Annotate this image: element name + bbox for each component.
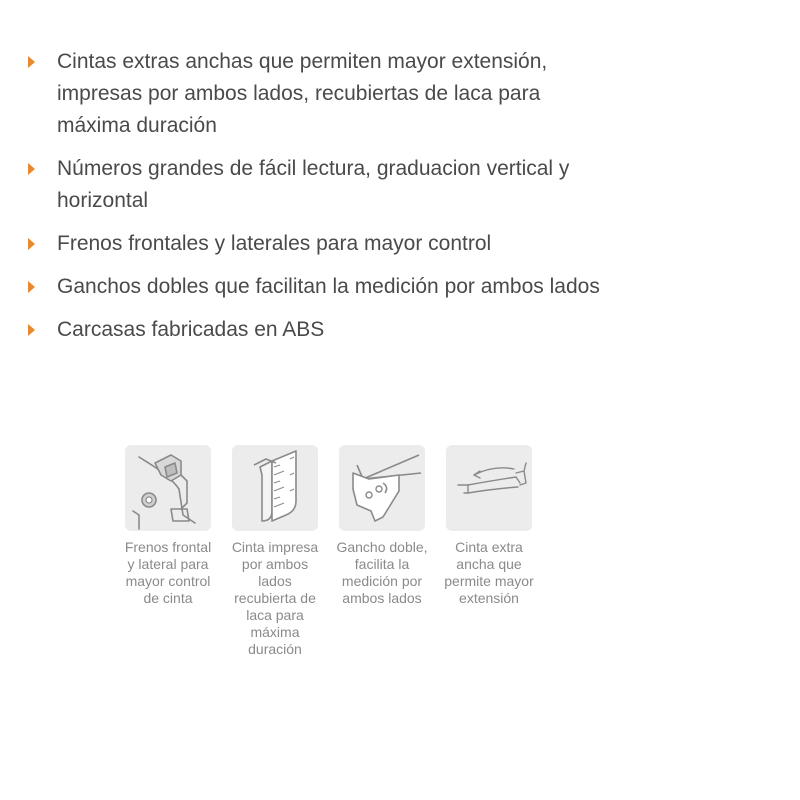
feature-item — [28, 228, 608, 260]
icon-caption: Frenos frontal y lateral para mayor control de cinta — [124, 539, 212, 606]
icon-card-double-hook — [338, 445, 426, 658]
bullet-arrow-icon — [28, 281, 35, 293]
feature-icons — [124, 445, 533, 658]
icon-card-printed-tape — [231, 445, 319, 658]
feature-text: Frenos frontales y laterales para mayor control — [57, 232, 492, 255]
icon-caption: Cinta extra ancha que permite mayor extensión — [444, 539, 534, 606]
icon-caption: Cinta impresa por ambos lados recubierta de laca para máxima duración — [231, 539, 319, 657]
bullet-arrow-icon — [28, 238, 35, 250]
feature-text: Números grandes de fácil lectura, graduacion vertical y horizontal — [57, 157, 570, 212]
bullet-arrow-icon — [28, 324, 35, 336]
feature-text: Carcasas fabricadas en ABS — [57, 318, 325, 341]
feature-text: Ganchos dobles que facilitan la medición por ambos lados — [57, 275, 600, 298]
double-hook-icon — [339, 445, 425, 531]
feature-item — [28, 153, 608, 217]
wide-tape-icon — [446, 445, 532, 531]
printed-tape-icon — [232, 445, 318, 531]
feature-item — [28, 46, 608, 142]
feature-list — [28, 46, 608, 357]
icon-card-brake — [124, 445, 212, 658]
icon-card-wide-tape — [445, 445, 533, 658]
bullet-arrow-icon — [28, 163, 35, 175]
feature-item — [28, 271, 608, 303]
icon-caption: Gancho doble, facilita la medición por ambos lados — [336, 539, 428, 606]
brake-icon — [125, 445, 211, 531]
bullet-arrow-icon — [28, 56, 35, 68]
feature-item — [28, 314, 608, 346]
feature-text: Cintas extras anchas que permiten mayor extensión, impresas por ambos lados, recubiertas de laca para máxima duración — [57, 50, 548, 137]
